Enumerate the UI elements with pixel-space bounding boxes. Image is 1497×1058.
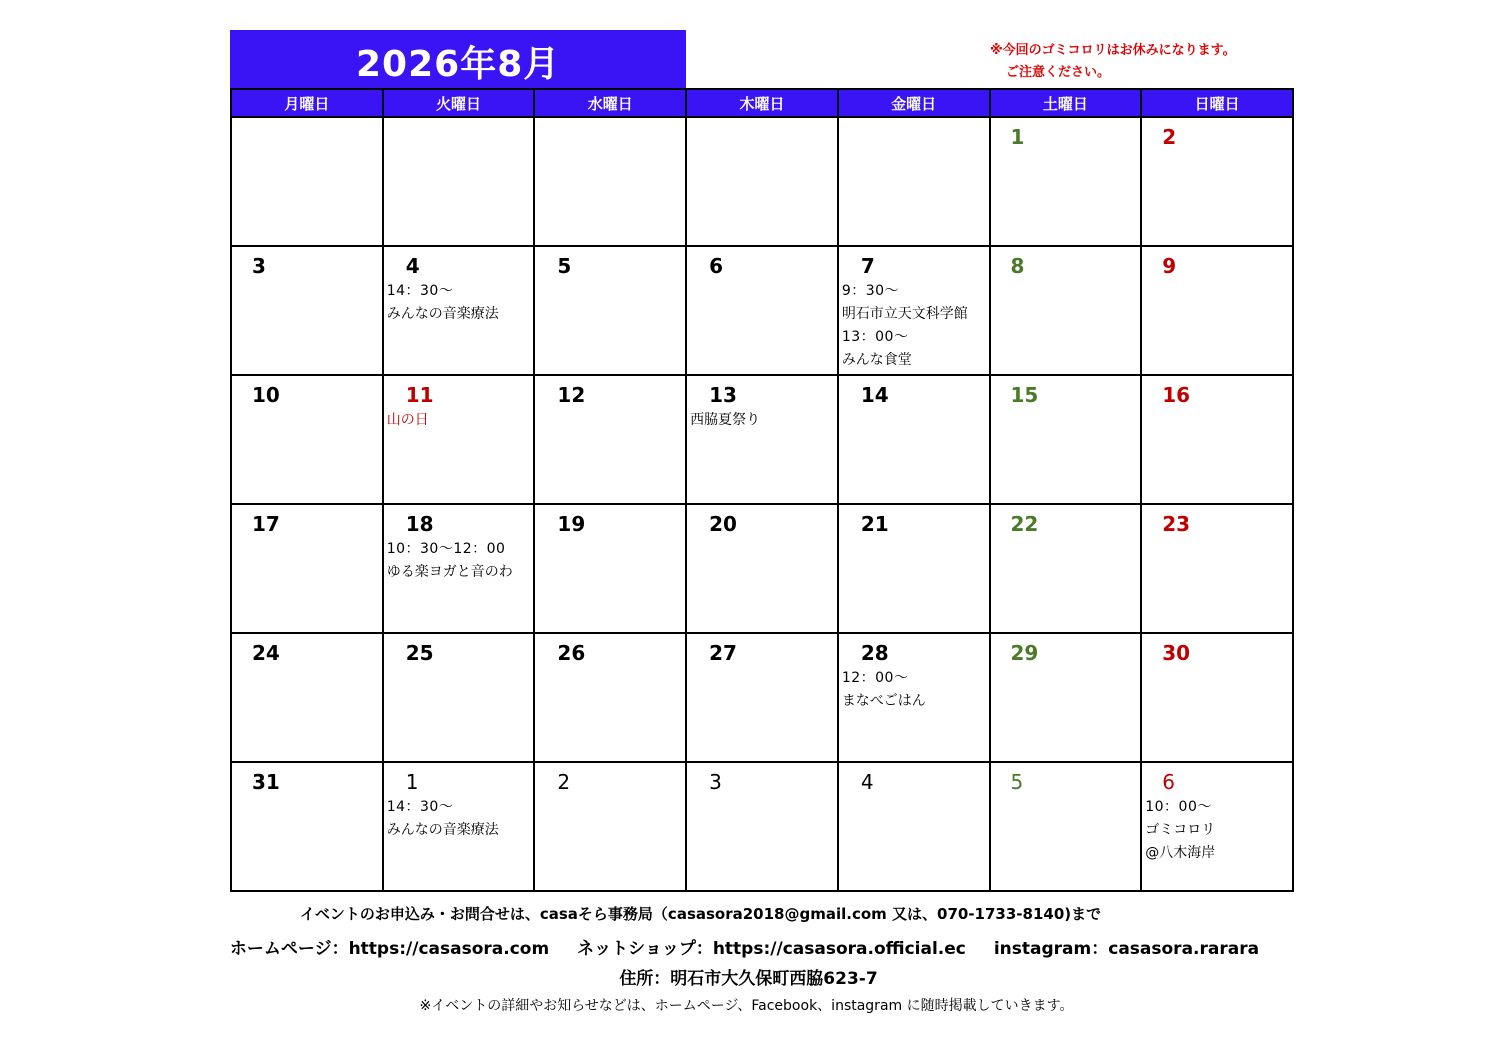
day-number: 23 [1162, 512, 1191, 536]
event-text: みんなの音楽療法 [386, 306, 499, 322]
day-cell [686, 504, 838, 633]
day-cell [1141, 633, 1293, 762]
event-list [384, 409, 534, 432]
weekday-tue: 火曜日 [383, 89, 535, 117]
day-cell [838, 762, 990, 891]
event-text: @八木海岸 [1145, 845, 1216, 861]
day-cell [686, 246, 838, 375]
day-cell [231, 246, 383, 375]
weekday-mon: 月曜日 [231, 89, 383, 117]
day-number [687, 118, 837, 125]
day-cell [231, 762, 383, 891]
weekday-sat: 土曜日 [990, 89, 1142, 117]
day-cell [231, 633, 383, 762]
day-cell [990, 246, 1142, 375]
day-number: 1 [1010, 125, 1025, 149]
event-text: 12：00～ [841, 670, 909, 686]
day-cell [534, 633, 686, 762]
event-text: ゆる楽ヨガと音のわ [386, 564, 513, 580]
day-number: 10 [252, 383, 280, 407]
footer-address [0, 964, 1497, 989]
event-list [839, 667, 989, 713]
homepage-link[interactable]: ホームページ：https://casasora.com [229, 939, 550, 959]
day-number: 20 [709, 512, 737, 536]
week-row [231, 375, 1293, 504]
day-number: 7 [860, 254, 875, 278]
footer-links [0, 934, 1497, 959]
day-number: 31 [252, 770, 280, 794]
day-cell [990, 762, 1142, 891]
day-number: 2 [557, 770, 571, 794]
day-number: 19 [557, 512, 586, 536]
event-text: みんな食堂 [841, 352, 912, 368]
month-title-banner [230, 30, 686, 88]
day-number: 12 [557, 383, 586, 407]
day-number: 4 [860, 770, 874, 794]
shop-link[interactable]: ネットショップ：https://casasora.official.ec [577, 939, 966, 959]
day-number: 9 [1162, 254, 1177, 278]
contact-text: イベントのお申込み・お問合せは、casaそら事務局（casasora2018@gmail.com 又は、070-1733-8140)まで [299, 905, 1102, 923]
day-cell [231, 504, 383, 633]
weekday-fri: 金曜日 [838, 89, 990, 117]
instagram-link[interactable]: instagram：casasora.rarara [993, 939, 1260, 959]
day-cell [686, 762, 838, 891]
week-row [231, 246, 1293, 375]
day-number: 24 [252, 641, 280, 665]
day-cell [990, 375, 1142, 504]
notice-line-2: ご注意ください。 [1006, 65, 1111, 80]
day-cell [1141, 375, 1293, 504]
event-text: 14：30～ [386, 283, 454, 299]
day-number: 27 [709, 641, 737, 665]
day-number: 29 [1010, 641, 1039, 665]
day-cell [838, 117, 990, 246]
day-cell [1141, 504, 1293, 633]
day-cell [838, 633, 990, 762]
weekday-wed: 水曜日 [534, 89, 686, 117]
calendar-grid [230, 88, 1294, 892]
day-number [535, 118, 685, 125]
event-text: 9：30～ [841, 283, 900, 299]
day-cell [1141, 117, 1293, 246]
day-number: 8 [1010, 254, 1025, 278]
event-list [384, 538, 534, 584]
day-number [839, 118, 989, 125]
day-cell [534, 762, 686, 891]
month-title: 2026年8月 [356, 44, 561, 85]
day-number: 16 [1162, 383, 1191, 407]
day-number: 4 [405, 254, 420, 278]
day-cell [686, 117, 838, 246]
event-text: まなべごはん [841, 693, 926, 709]
day-cell [838, 246, 990, 375]
weekday-thu: 木曜日 [686, 89, 838, 117]
event-list [384, 796, 534, 842]
address-text: 住所：明石市大久保町西脇623-7 [619, 969, 878, 989]
day-cell [383, 762, 535, 891]
day-cell [990, 504, 1142, 633]
event-text: 明石市立天文科学館 [841, 306, 968, 322]
footer-note [0, 995, 1497, 1015]
day-number: 1 [405, 770, 419, 794]
day-number: 17 [252, 512, 280, 536]
footer-contact [0, 903, 1497, 924]
day-number: 11 [405, 383, 434, 407]
day-number: 2 [1162, 125, 1177, 149]
day-number: 5 [1010, 770, 1024, 794]
event-text: 10：30～12：00 [386, 541, 506, 557]
week-row [231, 504, 1293, 633]
day-number: 26 [557, 641, 586, 665]
day-cell [383, 504, 535, 633]
day-number [384, 118, 534, 125]
event-list [1142, 796, 1292, 865]
event-list [839, 280, 989, 372]
event-text: ゴミコロリ [1145, 822, 1216, 838]
day-number: 18 [405, 512, 434, 536]
day-number: 21 [860, 512, 889, 536]
day-cell [383, 375, 535, 504]
day-cell [534, 375, 686, 504]
day-number: 22 [1010, 512, 1039, 536]
day-cell [1141, 246, 1293, 375]
event-list [384, 280, 534, 326]
day-cell [534, 246, 686, 375]
day-cell [686, 633, 838, 762]
day-cell [383, 633, 535, 762]
day-number: 6 [1162, 770, 1175, 794]
event-text: 山の日 [386, 412, 429, 428]
event-text: みんなの音楽療法 [386, 822, 499, 838]
day-number [232, 118, 382, 125]
day-cell [231, 117, 383, 246]
day-cell [231, 375, 383, 504]
day-cell [534, 117, 686, 246]
note-text: ※イベントの詳細やお知らせなどは、ホームページ、Facebook、instagram に随時掲載していきます。 [419, 998, 1074, 1014]
day-number: 3 [252, 254, 266, 278]
day-cell [990, 117, 1142, 246]
day-number: 14 [860, 383, 889, 407]
day-cell [838, 375, 990, 504]
week-row [231, 633, 1293, 762]
day-number: 25 [405, 641, 434, 665]
day-cell [686, 375, 838, 504]
day-number: 3 [709, 770, 722, 794]
day-number: 15 [1010, 383, 1039, 407]
notice [990, 40, 1236, 84]
week-row [231, 762, 1293, 891]
day-cell [1141, 762, 1293, 891]
day-cell [534, 504, 686, 633]
day-cell [838, 504, 990, 633]
week-row [231, 117, 1293, 246]
event-list [687, 409, 837, 432]
day-number: 30 [1162, 641, 1191, 665]
day-cell [383, 117, 535, 246]
notice-line-1: ※今回のゴミコロリはお休みになります。 [990, 43, 1236, 58]
day-number: 28 [860, 641, 889, 665]
event-text: 13：00～ [841, 329, 909, 345]
event-text: 西脇夏祭り [690, 412, 761, 428]
day-cell [990, 633, 1142, 762]
day-number: 5 [557, 254, 572, 278]
weekday-sun: 日曜日 [1141, 89, 1293, 117]
day-cell [383, 246, 535, 375]
day-number: 13 [709, 383, 737, 407]
weekday-header-row [231, 89, 1293, 117]
day-number: 6 [709, 254, 724, 278]
event-text: 10：00～ [1145, 799, 1212, 815]
event-text: 14：30～ [386, 799, 454, 815]
